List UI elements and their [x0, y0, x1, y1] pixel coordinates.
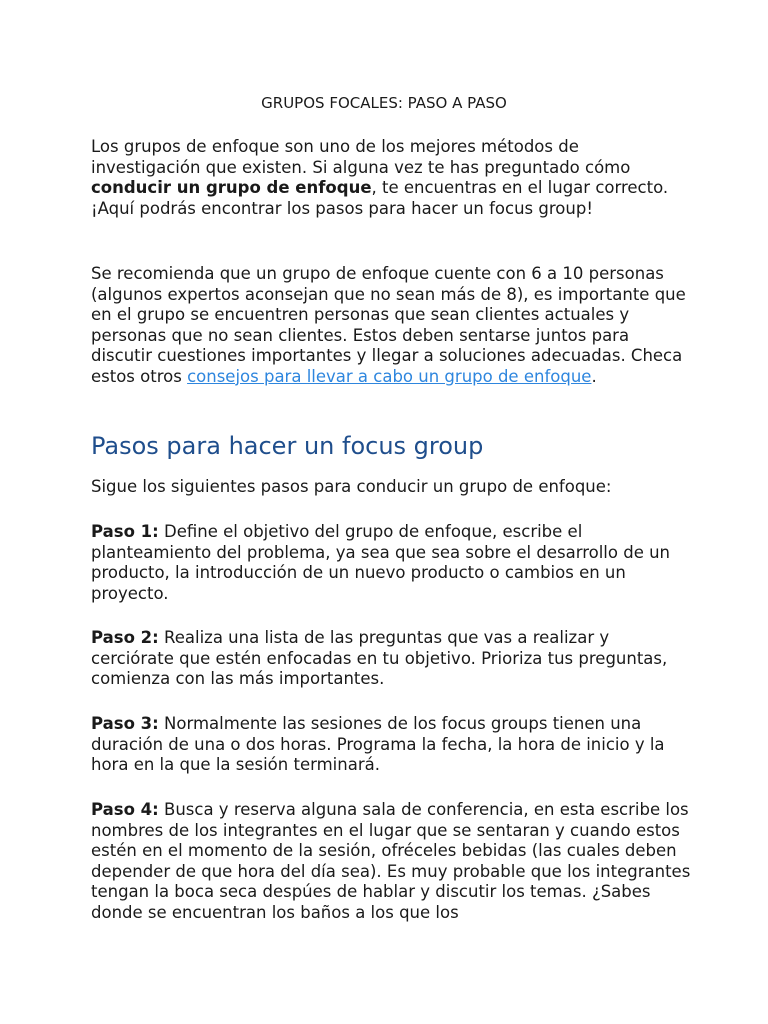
intro-bold-text: conducir un grupo de enfoque	[91, 178, 372, 197]
step-label: Paso 3:	[91, 714, 159, 733]
intro-paragraph	[91, 137, 691, 219]
document-title: GRUPOS FOCALES: PASO A PASO	[261, 94, 507, 112]
step-paragraph	[91, 800, 691, 923]
step-paragraph	[91, 522, 691, 604]
recommendation-paragraph	[91, 264, 691, 387]
section-heading: Pasos para hacer un focus group	[91, 432, 484, 460]
step-text: Normalmente las sesiones de los focus groups tienen una duración de una o dos horas. Programa la fecha, la hora de inicio y la hora en la que la sesión terminará.	[91, 714, 665, 774]
step-text: Busca y reserva alguna sala de conferencia, en esta escribe los nombres de los integrantes en el lugar que se sentaran y cuando estos estén en el momento de la sesión, ofréceles bebidas (las cuales deben depender de que hora del día sea). Es muy probable que los integrantes tengan la boca seca despúes de hablar y discutir los temas. ¿Sabes donde se encuentran los baños a los que los	[91, 800, 691, 922]
intro-text-end: , te encuentras en el lugar correcto. ¡Aquí podrás encontrar los pasos para hacer un focus group!	[91, 178, 669, 218]
steps-intro: Sigue los siguientes pasos para conducir un grupo de enfoque:	[91, 477, 612, 496]
step-label: Paso 2:	[91, 628, 159, 647]
step-text: Define el objetivo del grupo de enfoque, escribe el planteamiento del problema, ya sea que sea sobre el desarrollo de un producto, la introducción de un nuevo producto o cambios en un proyecto.	[91, 522, 671, 603]
recommendation-end: .	[591, 366, 597, 386]
step-paragraph	[91, 714, 691, 776]
tips-link[interactable]: consejos para llevar a cabo un grupo de enfoque	[187, 366, 592, 386]
step-label: Paso 1:	[91, 522, 159, 541]
recommendation-text: Se recomienda que un grupo de enfoque cuente con 6 a 10 personas (algunos expertos aconsejan que no sean más de 8), es importante que en el grupo se encuentren personas que sean clientes actuales y personas que no sean clientes. Estos deben sentarse juntos para discutir cuestiones importantes y llegar a soluciones adecuadas. Checa estos otros	[91, 264, 686, 386]
step-label: Paso 4:	[91, 800, 159, 819]
intro-text: Los grupos de enfoque son uno de los mejores métodos de investigación que existen. Si alguna vez te has preguntado cómo	[91, 137, 631, 177]
step-text: Realiza una lista de las preguntas que vas a realizar y cerciórate que estén enfocadas en tu objetivo. Prioriza tus preguntas, comienza con las más importantes.	[91, 628, 668, 688]
step-paragraph	[91, 628, 691, 690]
